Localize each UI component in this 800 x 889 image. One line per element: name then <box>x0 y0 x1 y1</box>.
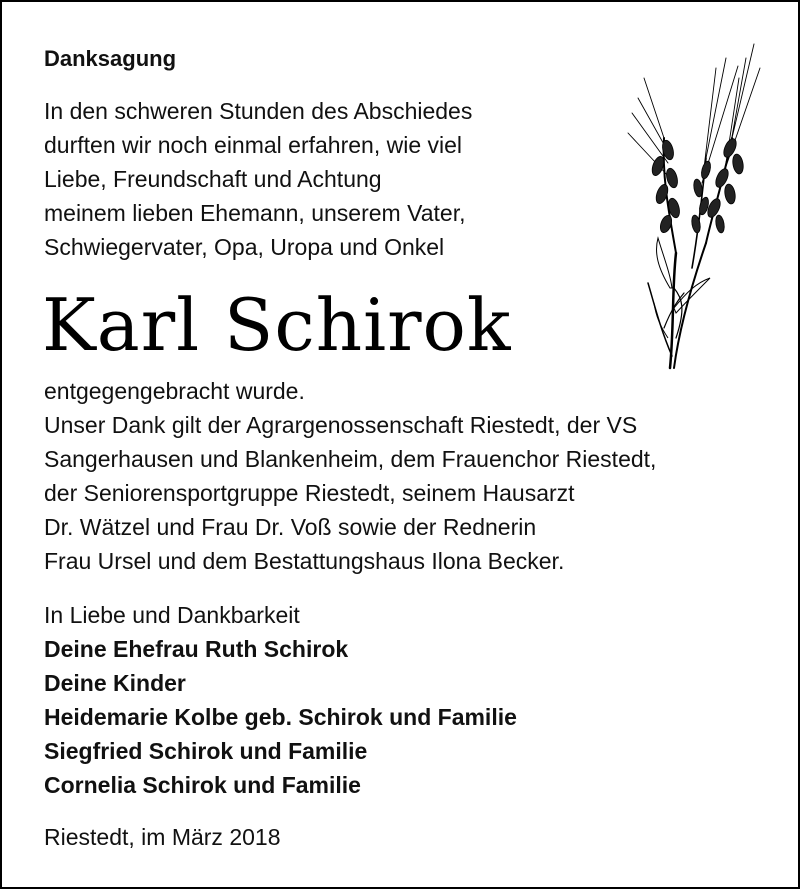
signer-line: Deine Ehefrau Ruth Schirok <box>44 636 349 662</box>
body-line: Frau Ursel und dem Bestattungshaus Ilona Becker. <box>44 548 565 574</box>
notice-heading: Danksagung <box>44 46 177 71</box>
body-line: der Seniorensportgruppe Riestedt, seinem Hausarzt <box>44 480 575 506</box>
intro-line: meinem lieben Ehemann, unserem Vater, <box>44 200 466 226</box>
intro-line: In den schweren Stunden des Abschiedes <box>44 98 473 124</box>
signer-line: Siegfried Schirok und Familie <box>44 738 368 764</box>
thanks-text <box>44 374 656 578</box>
intro-text <box>44 94 472 264</box>
signer-line: Heidemarie Kolbe geb. Schirok und Familie <box>44 704 517 730</box>
intro-line: durften wir noch einmal erfahren, wie viel <box>44 132 463 158</box>
body-line: Unser Dank gilt der Agrargenossenschaft Riestedt, der VS <box>44 412 638 438</box>
body-line: Dr. Wätzel und Frau Dr. Voß sowie der Rednerin <box>44 514 537 540</box>
body-line: entgegengebracht wurde. <box>44 378 305 404</box>
body-line: Sangerhausen und Blankenheim, dem Frauenchor Riestedt, <box>44 446 657 472</box>
wheat-ears-icon <box>614 38 764 374</box>
signers-list <box>44 632 517 802</box>
deceased-name: Karl Schirok <box>42 283 512 367</box>
intro-line: Schwiegervater, Opa, Uropa und Onkel <box>44 234 445 260</box>
signer-line: Cornelia Schirok und Familie <box>44 772 361 798</box>
place-date: Riestedt, im März 2018 <box>44 824 281 850</box>
closing-phrase: In Liebe und Dankbarkeit <box>44 602 300 628</box>
signer-line: Deine Kinder <box>44 670 186 696</box>
intro-line: Liebe, Freundschaft und Achtung <box>44 166 382 192</box>
